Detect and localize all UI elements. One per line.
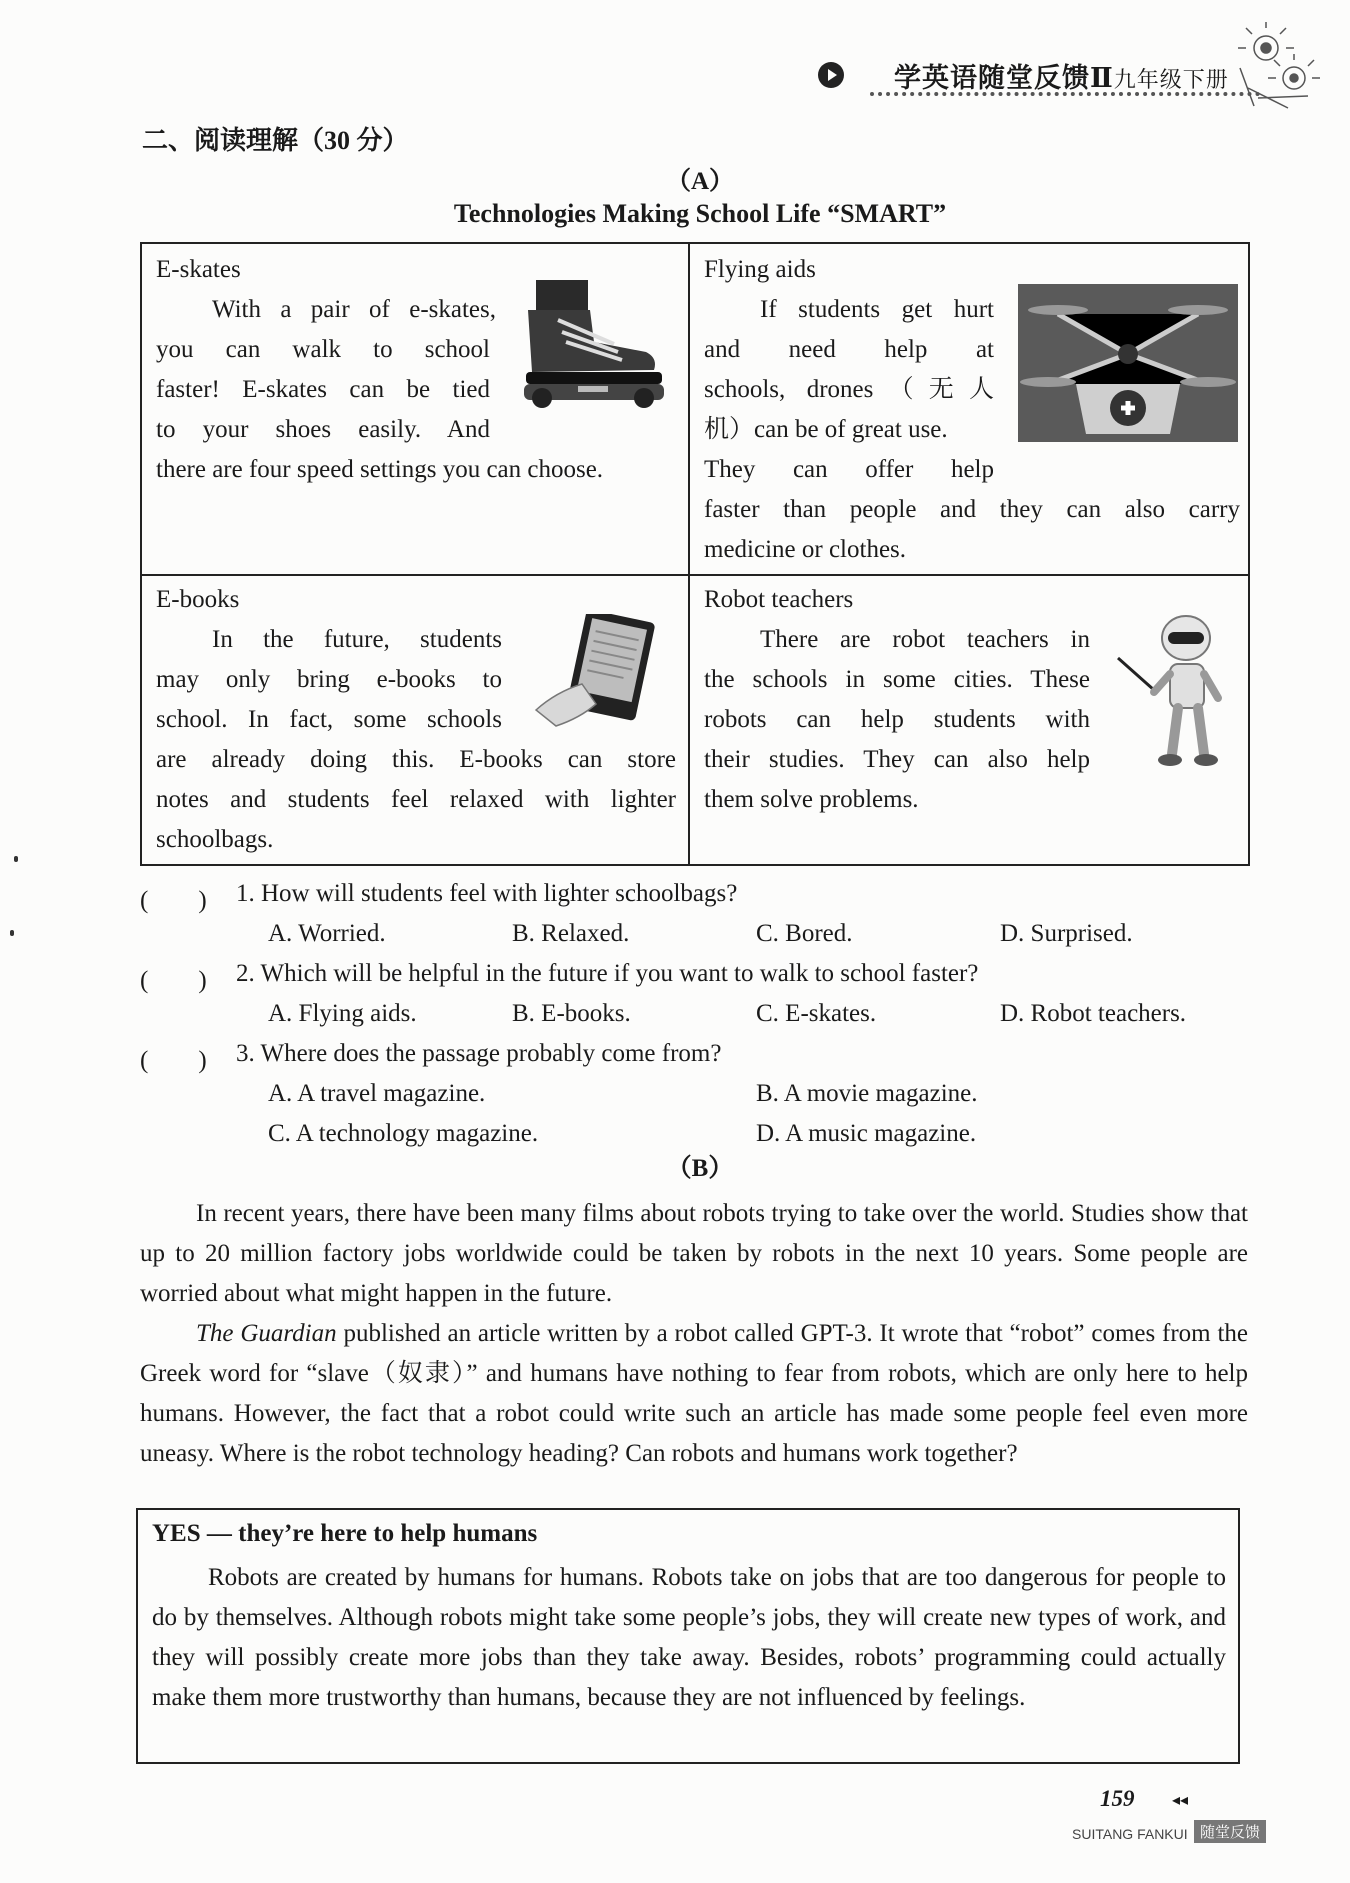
play-bullet-icon bbox=[818, 62, 844, 88]
answer-bracket[interactable]: ( ) bbox=[140, 967, 207, 994]
option[interactable]: A. Flying aids. bbox=[268, 1000, 417, 1027]
scan-mark bbox=[14, 856, 18, 862]
cell-line: notes and students feel relaxed with lighter bbox=[156, 786, 676, 813]
cell-line: In the future, students bbox=[212, 626, 502, 653]
cell-line: you can walk to school bbox=[156, 336, 490, 363]
book-grade: 九年级下册 bbox=[1113, 67, 1229, 92]
option[interactable]: D. A music magazine. bbox=[756, 1120, 977, 1147]
robot-teacher-image bbox=[1114, 614, 1232, 768]
cell-line: may only bring e-books to bbox=[156, 666, 502, 693]
cell-line: and need help at bbox=[704, 336, 994, 363]
cell-heading: E-books bbox=[156, 586, 240, 613]
technology-table bbox=[140, 242, 1250, 866]
cell-line: They can offer help bbox=[704, 456, 994, 483]
cell-line: robots can help students with bbox=[704, 706, 1090, 733]
paragraph-1: In recent years, there have been many films about robots trying to take over the world. Studies show that up to 20 million factory jobs worldwide could be taken by robots in the next 10 years. Some people are worried about what might happen in the future. bbox=[140, 1200, 1248, 1307]
option[interactable]: C. E-skates. bbox=[756, 1000, 877, 1027]
passage-b bbox=[140, 1194, 1248, 1474]
cell-line: are already doing this. E-books can store bbox=[156, 746, 676, 773]
table-divider-horizontal bbox=[142, 574, 1248, 576]
eskate-shoe-image bbox=[518, 280, 668, 412]
cell-line: If students get hurt bbox=[760, 296, 994, 323]
option[interactable]: C. Bored. bbox=[756, 920, 853, 947]
option[interactable]: B. A movie magazine. bbox=[756, 1080, 978, 1107]
answer-bracket[interactable]: ( ) bbox=[140, 887, 207, 914]
cell-heading: Robot teachers bbox=[704, 586, 854, 613]
footer-label-en: SUITANG FANKUI bbox=[1072, 1826, 1188, 1842]
yes-box-text: Robots are created by humans for humans. Robots take on jobs that are too dangerous for people to do by themselves. Although robots might take some people’s jobs, they will create new types of work, and they will possibly create more jobs than they take away. Besides, robots’ programming could actually make them more trustworthy than humans, because they are not influenced by feelings. bbox=[152, 1564, 1226, 1711]
cell-line: schoolbags. bbox=[156, 826, 274, 853]
cell-line: them solve problems. bbox=[704, 786, 919, 813]
drone-image bbox=[1018, 284, 1238, 442]
cell-line: There are robot teachers in bbox=[760, 626, 1090, 653]
answer-bracket[interactable]: ( ) bbox=[140, 1047, 207, 1074]
question-text: 2. Which will be helpful in the future if you want to walk to school faster? bbox=[236, 960, 979, 987]
paragraph-2-text: published an article written by a robot called GPT-3. It wrote that “robot” comes from the Greek word for “slave（奴隶）” and humans have nothing to fear from robots, which are only here to help humans. However, the fact that a robot could write such an article has made some people feel even more uneasy. Where is the robot technology heading? Can robots and humans work together? bbox=[140, 1320, 1248, 1467]
scan-mark bbox=[10, 930, 14, 936]
cell-line: faster than people and they can also carry bbox=[704, 496, 1240, 523]
cell-line: 机）can be of great use. bbox=[704, 416, 948, 443]
option[interactable]: B. Relaxed. bbox=[512, 920, 630, 947]
section-title: 二、阅读理解（30 分） bbox=[142, 126, 409, 155]
part-b-label: （B） bbox=[666, 1155, 734, 1182]
flower-decoration-icon bbox=[1228, 18, 1328, 114]
book-title-main: 学英语随堂反馈Ⅱ bbox=[894, 63, 1114, 93]
passage-title: Technologies Making School Life “SMART” bbox=[453, 199, 947, 228]
cell-line: With a pair of e-skates, bbox=[212, 296, 496, 323]
cell-line: to your shoes easily. And bbox=[156, 416, 490, 443]
ereader-image bbox=[526, 614, 656, 730]
option[interactable]: A. Worried. bbox=[268, 920, 386, 947]
cell-line: there are four speed settings you can choose. bbox=[156, 456, 604, 483]
option[interactable]: B. E-books. bbox=[512, 1000, 631, 1027]
cell-line: medicine or clothes. bbox=[704, 536, 907, 563]
part-a-label: （A） bbox=[665, 168, 735, 195]
table-divider-vertical bbox=[688, 244, 690, 864]
arrow-icon: ◂◂ bbox=[1172, 1792, 1189, 1809]
header-dotted-rule bbox=[870, 92, 1260, 96]
cell-heading: E-skates bbox=[156, 256, 241, 283]
page-number: 159 bbox=[1100, 1786, 1135, 1811]
question-text: 3. Where does the passage probably come from? bbox=[236, 1040, 722, 1067]
cell-line: faster! E-skates can be tied bbox=[156, 376, 490, 403]
cell-line: the schools in some cities. These bbox=[704, 666, 1090, 693]
cell-robot-teachers bbox=[704, 580, 1104, 820]
paragraph-2 bbox=[140, 1314, 1248, 1474]
newspaper-name: The Guardian bbox=[196, 1320, 337, 1347]
book-title bbox=[894, 56, 1229, 95]
question-text: 1. How will students feel with lighter schoolbags? bbox=[236, 880, 738, 907]
footer-label-cn: 随堂反馈 bbox=[1194, 1820, 1266, 1843]
cell-line: schools, drones（无人 bbox=[704, 376, 994, 403]
yes-box-title: YES — they’re here to help humans bbox=[152, 1520, 538, 1547]
option[interactable]: C. A technology magazine. bbox=[268, 1120, 539, 1147]
cell-heading: Flying aids bbox=[704, 256, 816, 283]
cell-line: school. In fact, some schools bbox=[156, 706, 502, 733]
cell-line: their studies. They can also help bbox=[704, 746, 1090, 773]
yes-box bbox=[136, 1508, 1240, 1764]
option[interactable]: D. Surprised. bbox=[1000, 920, 1133, 947]
option[interactable]: A. A travel magazine. bbox=[268, 1080, 486, 1107]
option[interactable]: D. Robot teachers. bbox=[1000, 1000, 1187, 1027]
